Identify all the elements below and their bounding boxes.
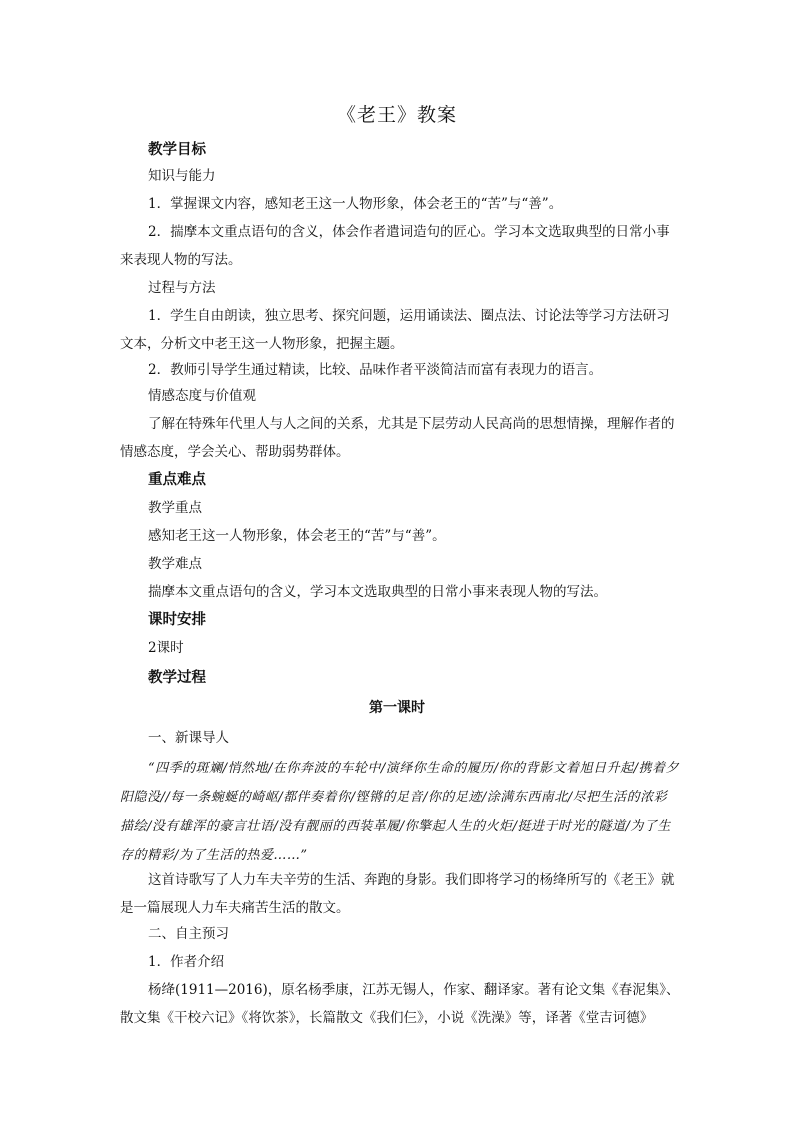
subheading-self-preview: 二、自主预习 bbox=[148, 926, 229, 942]
paragraph-process-1: 1．学生自由朗读，独立思考、探究问题，运用诵读法、圈点法、讨论法等学习方法研习文本，分析文中老王这一人物形象，把握主题。 bbox=[120, 308, 670, 352]
heading-teaching-objectives: 教学目标 bbox=[148, 141, 206, 158]
subheading-author-intro: 1．作者介绍 bbox=[148, 954, 225, 970]
subheading-key-points: 教学重点 bbox=[148, 500, 202, 516]
paragraph-emotion-values: 了解在特殊年代里人与人之间的关系，尤其是下层劳动人民高尚的思想情操，理解作者的情感态度，学会关心、帮助弱势群体。 bbox=[120, 416, 675, 460]
lesson-one-title: 第一课时 bbox=[369, 700, 425, 716]
subheading-difficult-points: 教学难点 bbox=[148, 556, 202, 572]
heading-teaching-process: 教学过程 bbox=[148, 669, 206, 686]
paragraph-difficult-points: 揣摩本文重点语句的含义，学习本文选取典型的日常小事来表现人物的写法。 bbox=[148, 584, 607, 600]
paragraph-process-2: 2．教师引导学生通过精读，比较、品味作者平淡简洁而富有表现力的语言。 bbox=[148, 362, 603, 378]
paragraph-author-intro: 杨绛(1911—2016)，原名杨季康，江苏无锡人，作家、翻译家。著有论文集《春泥集》、散文集《干校六记》《将饮茶》，长篇散文《我们仨》，小说《洗澡》等，译著《堂吉诃德》 bbox=[120, 982, 680, 1026]
subheading-introduction: 一、新课导人 bbox=[148, 730, 229, 746]
poem-text: “四季的斑斓/悄然地/在你奔波的车轮中/演绎你生命的履历/你的背影文着旭日升起/携着夕阳隐没//每一条蜿蜒的崎岖/都伴奏着你/铿锵的足音/你的足迹/涂满东西南北/尽把生活的浓彩描绘/没有雄浑的豪言壮语/没有靓丽的西装革履/你擎起人生的火炬/挺进于时光的隧道/为了生存的精彩/为了生活的热爱……” bbox=[120, 761, 680, 863]
paragraph-objective-1: 1．掌握课文内容，感知老王这一人物形象，体会老王的“苦”与“善”。 bbox=[148, 196, 563, 212]
subheading-process-method: 过程与方法 bbox=[148, 280, 216, 296]
paragraph-schedule: 2课时 bbox=[148, 640, 184, 656]
heading-schedule: 课时安排 bbox=[148, 611, 206, 628]
paragraph-poem-explanation: 这首诗歌写了人力车夫辛劳的生活、奔跑的身影。我们即将学习的杨绛所写的《老王》就是一篇展现人力车夫痛苦生活的散文。 bbox=[120, 872, 675, 916]
subheading-emotion-values: 情感态度与价值观 bbox=[148, 388, 256, 404]
subheading-knowledge-ability: 知识与能力 bbox=[148, 168, 216, 184]
paragraph-key-points: 感知老王这一人物形象，体会老王的“苦”与“善”。 bbox=[148, 528, 446, 544]
document-title: 《老王》教案 bbox=[336, 104, 457, 126]
heading-key-difficult-points: 重点难点 bbox=[148, 471, 206, 488]
paragraph-objective-2: 2．揣摩本文重点语句的含义，体会作者遣词造句的匠心。学习本文选取典型的日常小事来表现人物的写法。 bbox=[120, 224, 670, 268]
